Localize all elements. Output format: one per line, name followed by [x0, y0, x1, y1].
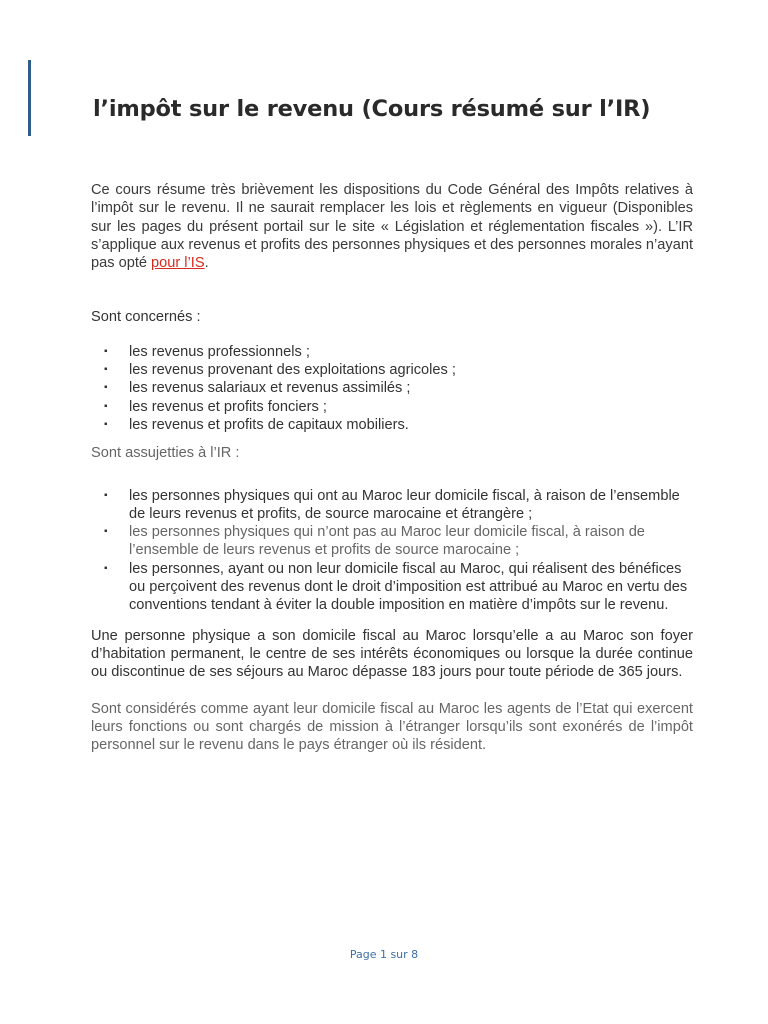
intro-paragraph	[91, 181, 693, 272]
page-title: l’impôt sur le revenu (Cours résumé sur l’IR)	[93, 96, 651, 122]
is-link[interactable]: pour l’IS	[151, 255, 205, 272]
list-item	[91, 361, 693, 379]
bullet-icon: ▪	[104, 345, 108, 357]
intro-text: Ce cours résume très brièvement les dispositions du Code Général des Impôts relatives à l’impôt sur le revenu. Il ne saurait remplacer les lois et règlements en vigueur (Disponibles sur les pages du présent portail sur le site « Législation et réglementation fiscales »). L’IR s’applique aux revenus et profits des personnes physiques et des personnes morales n’ayant pas opté	[91, 182, 693, 272]
list-item-text: les revenus provenant des exploitations agricoles ;	[129, 362, 456, 379]
list-item	[91, 398, 693, 416]
list-item	[91, 416, 693, 434]
list-item	[91, 343, 693, 361]
bullet-icon: ▪	[104, 418, 108, 430]
bullet-icon: ▪	[104, 562, 108, 574]
list-item-text: les revenus salariaux et revenus assimilés ;	[129, 380, 411, 397]
list-item-text: les revenus et profits fonciers ;	[129, 398, 327, 415]
bullet-icon: ▪	[104, 526, 108, 538]
bullet-icon: ▪	[104, 400, 108, 412]
concernes-list	[91, 343, 693, 434]
list-item-text: les personnes, ayant ou non leur domicile fiscal au Maroc, qui réalisent des bénéfices ou perçoivent des revenus dont le droit d’imposition est attribué au Maroc en vertu des conventions tendant à éviter la double imposition en matière d’impôts sur le revenu.	[129, 560, 688, 614]
intro-end: .	[204, 255, 209, 272]
assujetties-list	[91, 487, 693, 615]
bullet-icon: ▪	[104, 489, 108, 501]
list-item	[91, 560, 693, 615]
concernes-heading: Sont concernés :	[91, 309, 201, 326]
page-number: Page 1 sur 8	[349, 948, 419, 961]
domicile-paragraph: Une personne physique a son domicile fiscal au Maroc lorsqu’elle a au Maroc son foyer d’habitation permanent, le centre de ses intérêts économiques ou lorsque la durée continue ou discontinue de ses séjours au Maroc dépasse 183 jours pour toute période de 365 jours.	[91, 627, 693, 681]
list-item	[91, 379, 693, 397]
list-item-text: les personnes physiques qui ont au Maroc leur domicile fiscal, à raison de l’ensemble de leurs revenus et profits, de source marocaine et étrangère ;	[129, 487, 680, 522]
list-item	[91, 523, 693, 560]
list-item	[91, 487, 693, 524]
list-item-text: les revenus et profits de capitaux mobiliers.	[129, 416, 409, 433]
list-item-text: les personnes physiques qui n’ont pas au Maroc leur domicile fiscal, à raison de l’ensemble de leurs revenus et profits de source marocaine ;	[129, 524, 645, 559]
bullet-icon: ▪	[104, 364, 108, 376]
agents-paragraph: Sont considérés comme ayant leur domicile fiscal au Maroc les agents de l’Etat qui exercent leurs fonctions ou sont chargés de mission à l’étranger lorsqu’ils sont exonérés de l’impôt personnel sur le revenu dans le pays étranger où ils résident.	[91, 700, 693, 754]
bullet-icon: ▪	[104, 382, 108, 394]
accent-bar	[28, 60, 31, 136]
list-item-text: les revenus professionnels ;	[129, 343, 310, 360]
assujetties-heading: Sont assujetties à l’IR :	[91, 445, 240, 462]
document-body	[91, 181, 693, 754]
